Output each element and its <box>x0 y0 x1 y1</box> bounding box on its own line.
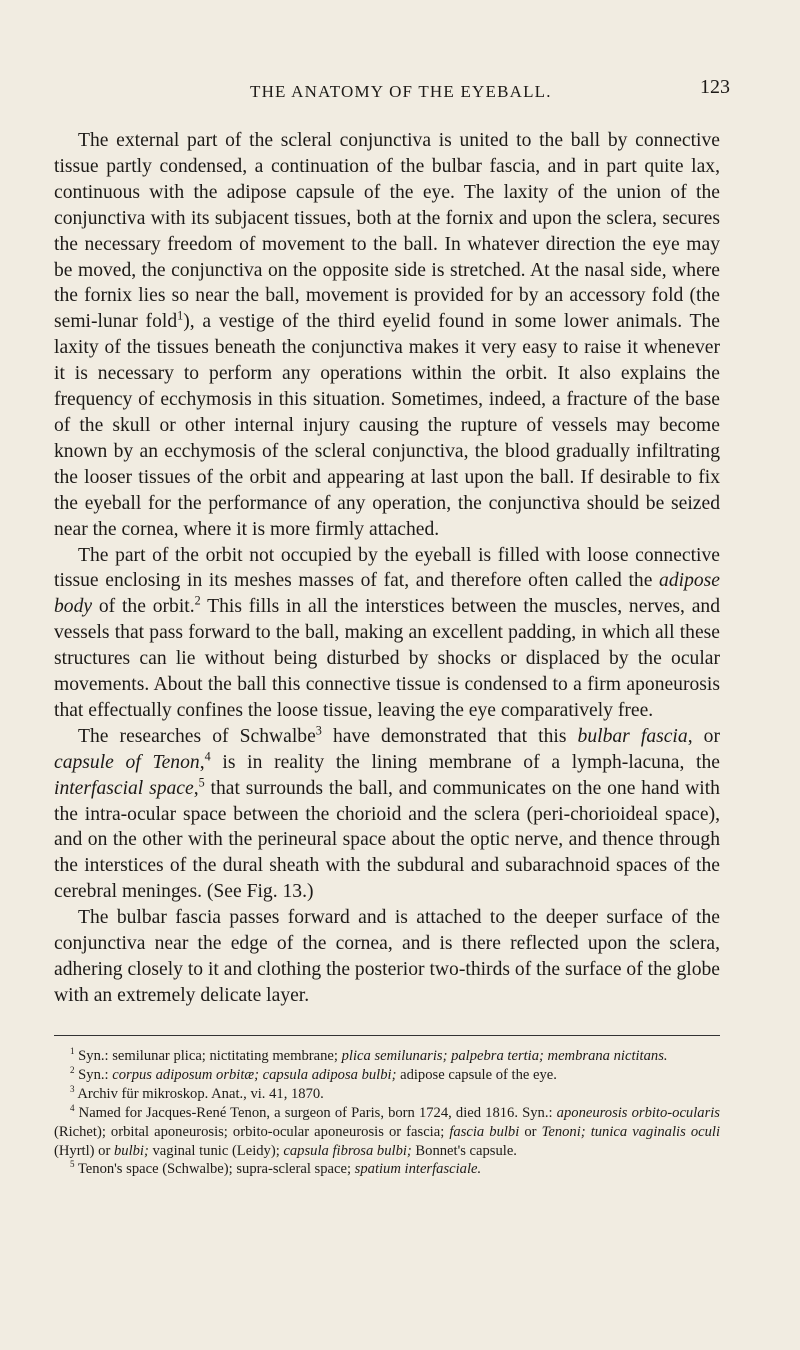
text-run: (Hyrtl) or <box>54 1142 114 1159</box>
page-number: 123 <box>700 76 730 98</box>
footnote-marker: 1 <box>177 308 184 323</box>
paragraph <box>54 905 720 1009</box>
text-run: have demonstrated that this <box>321 725 578 747</box>
footnote-marker: 5 <box>70 1159 75 1170</box>
text-run: , <box>193 777 199 799</box>
footnote-marker: 4 <box>204 749 211 764</box>
text-run: The external part of the scleral conjunctiva is united to the ball by connective tissue partly condensed, a continuation of the bulbar fascia, and in part quite lax, continuous with the adipose capsule of the eye. The laxity of the union of the conjunctiva with its subjacent tissues, both at the fornix and upon the sclera, secures the necessary freedom of movement to the ball. In whatever direction the eye may be moved, the conjunctiva on the opposite side is stretched. At the nasal side, where the fornix lies so near the ball, movement is provided for by an accessory fold (the semi-lunar fold <box>54 130 720 333</box>
footnote-marker: 1 <box>70 1046 75 1057</box>
footnote-marker: 2 <box>194 593 201 608</box>
text-run: Tenon's space (Schwalbe); supra-scleral space; <box>74 1161 355 1178</box>
text-run: , or <box>687 725 720 747</box>
footnote <box>54 1066 720 1085</box>
footnote-marker: 4 <box>70 1102 75 1113</box>
italic-term: interfascial space <box>54 777 194 799</box>
text-run: Syn.: <box>74 1066 113 1083</box>
italic-term: adipose body <box>54 570 720 618</box>
footnote <box>54 1085 720 1104</box>
text-run: is in reality the lining membrane of a lymph-lacuna, the <box>210 751 720 773</box>
paragraph <box>54 543 720 724</box>
italic-term: fascia bulbi <box>449 1123 520 1140</box>
italic-term: bulbar fascia <box>577 725 688 747</box>
footnote-rule <box>54 1035 720 1036</box>
text-run: This fills in all the interstices between the muscles, nerves, and vessels that pass forward to the ball, making an excellent padding, in which all these structures can lie without being disturbed by shocks or displaced by the ocular movements. About the ball this connective tissue is condensed to a firm aponeurosis that effectually confines the loose tissue, leaving the eye comparatively free. <box>54 596 721 721</box>
italic-term: bulbi; <box>113 1142 149 1159</box>
running-head: THE ANATOMY OF THE EYEBALL. <box>250 82 552 101</box>
footnote-marker: 3 <box>315 723 322 738</box>
footnote-marker: 3 <box>70 1083 75 1094</box>
paragraph <box>54 128 720 543</box>
text-run: or <box>519 1123 542 1140</box>
body-text <box>54 128 720 1009</box>
paragraph <box>54 724 720 905</box>
text-run: , <box>199 751 205 773</box>
footnote <box>54 1047 720 1066</box>
footnote-marker: 2 <box>70 1065 75 1076</box>
footnote <box>54 1160 720 1179</box>
footnote <box>54 1104 720 1161</box>
text-run: The bulbar fascia passes forward and is attached to the deeper surface of the conjunctiva near the edge of the cornea, and is there reflected upon the sclera, adhering closely to it and clothing the posterior two-thirds of the surface of the globe with an extremely delicate layer. <box>54 907 721 1006</box>
text-run: ), a vestige of the third eyelid found in some lower animals. The laxity of the tissues beneath the conjunctiva makes it very easy to raise it whenever it is necessary to perform any operations within the orbit. It also explains the frequency of ecchymosis in this situation. Sometimes, indeed, a fracture of the base of the skull or other internal injury causing the rupture of vessels may become known by an ecchymosis of the scleral conjunctiva, the blood gradually infiltrating the looser tissues of the orbit and appearing at last upon the ball. If desirable to fix the eyeball for the performance of any operation, the conjunctiva should be seized near the cornea, where it is more firmly attached. <box>54 311 720 540</box>
italic-term: capsule of Tenon <box>54 751 200 773</box>
text-run: Archiv für mikroskop. Anat., vi. 41, 1870. <box>74 1085 324 1102</box>
text-run: that surrounds the ball, and communicates on the one hand with the intra-ocular space between the chorioid and the sclera (peri-chorioideal space), and on the other with the perineural space about the optic nerve, and thence through the interstices of the dural sheath with the subdural and subarachnoid spaces of the cerebral meninges. (See Fig. 13.) <box>54 777 720 903</box>
italic-term: aponeurosis orbito-ocularis <box>556 1104 720 1121</box>
text-run: The researches of Schwalbe <box>78 725 316 747</box>
footnotes <box>54 1047 720 1179</box>
italic-term: plica semilunaris; palpebra tertia; membrana nictitans. <box>341 1048 668 1064</box>
text-run: of the orbit. <box>92 596 195 618</box>
text-run: Named for Jacques-René Tenon, a surgeon of Paris, born 1724, died 1816. Syn.: <box>74 1104 557 1121</box>
italic-term: spatium interfasciale. <box>354 1161 482 1178</box>
text-run: Syn.: semilunar plica; nictitating membrane; <box>74 1048 342 1064</box>
text-run: (Richet); orbital aponeurosis; orbito-ocular aponeurosis or fascia; <box>54 1123 450 1140</box>
italic-term: corpus adiposum orbitæ; capsula adiposa bulbi; <box>112 1066 397 1083</box>
text-run: Bonnet's capsule. <box>411 1142 517 1159</box>
text-run: vaginal tunic (Leidy); <box>148 1142 284 1159</box>
footnote-marker: 5 <box>198 775 205 790</box>
text-run: The part of the orbit not occupied by the eyeball is filled with loose connective tissue enclosing in its meshes masses of fat, and therefore often called the <box>54 544 720 592</box>
italic-term: Tenoni; tunica vaginalis oculi <box>541 1123 721 1140</box>
text-run: adipose capsule of the eye. <box>396 1066 557 1083</box>
italic-term: capsula fibrosa bulbi; <box>283 1142 412 1159</box>
